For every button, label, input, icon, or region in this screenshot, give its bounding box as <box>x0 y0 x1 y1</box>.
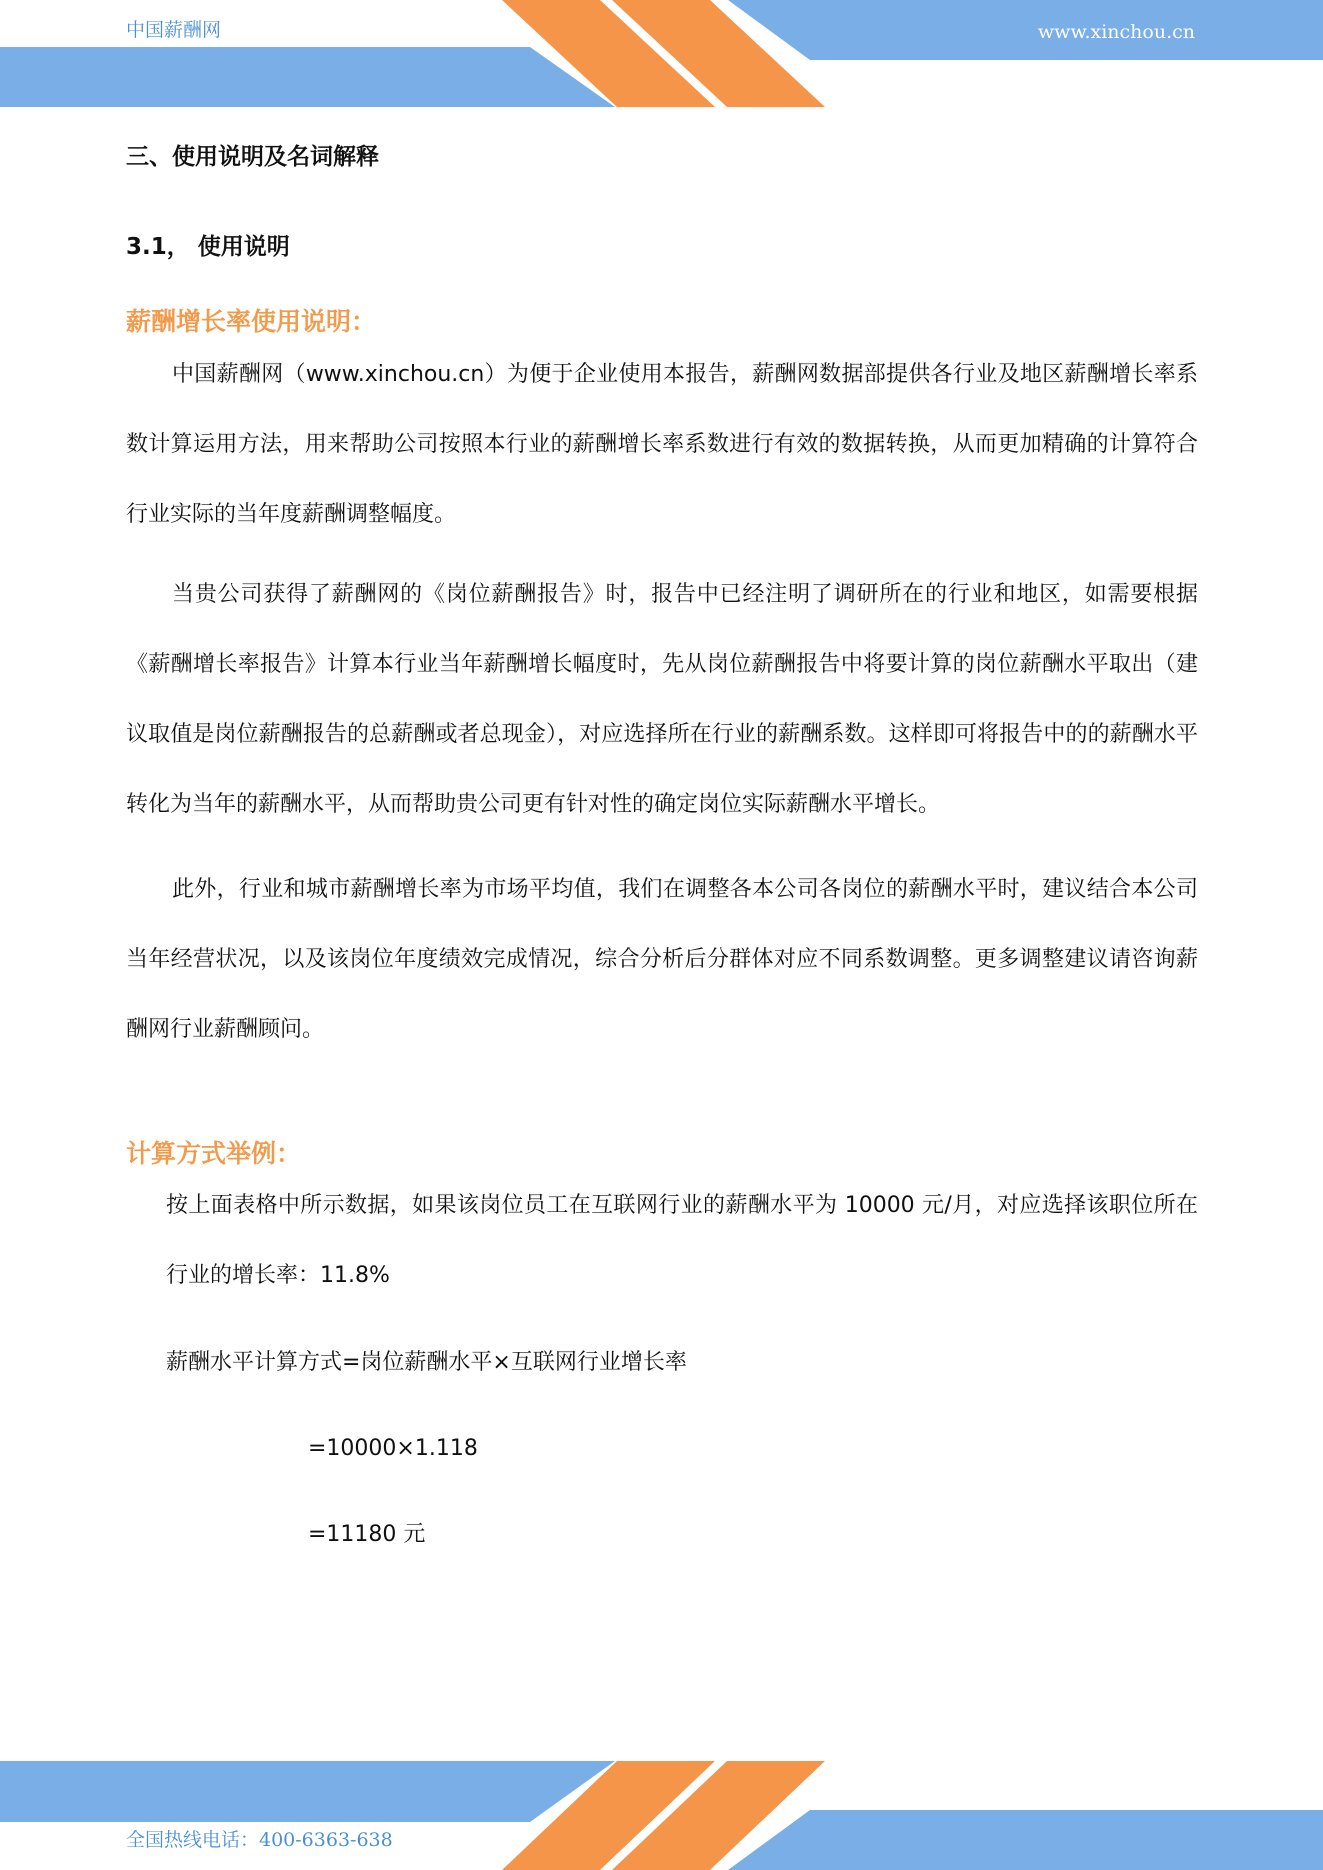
footer-banner <box>0 1760 1323 1870</box>
footer-graphic <box>0 1760 1323 1870</box>
paragraph-intro: 中国薪酬网（www.xinchou.cn）为便于企业使用本报告，薪酬网数据部提供各行业及地区薪酬增长率系数计算运用方法，用来帮助公司按照本行业的薪酬增长率系数进行有效的数据转换，从而更加精确的计算符合行业实际的当年度薪酬调整幅度。 <box>126 362 1198 527</box>
footer-blue-band-left <box>0 1761 615 1822</box>
hotline-text: 全国热线电话：400-6363-638 <box>126 1829 393 1851</box>
paragraph-advice: 此外，行业和城市薪酬增长率为市场平均值，我们在调整各本公司各岗位的薪酬水平时，建议结合本公司当年经营状况，以及该岗位年度绩效完成情况，综合分析后分群体对应不同系数调整。更多调整建议请咨询薪酬网行业薪酬顾问。 <box>126 877 1198 1042</box>
example-text: 按上面表格中所示数据，如果该岗位员工在互联网行业的薪酬水平为 10000 元/月，对应选择该职位所在行业的增长率：11.8% <box>166 1193 1198 1288</box>
growth-rate-heading: 薪酬增长率使用说明： <box>126 307 377 336</box>
site-url[interactable]: www.xinchou.cn <box>1037 21 1195 43</box>
formula-step-2: =11180 元 <box>308 1522 426 1547</box>
paragraph-usage: 当贵公司获得了薪酬网的《岗位薪酬报告》时，报告中已经注明了调研所在的行业和地区，如需要根据《薪酬增长率报告》计算本行业当年薪酬增长幅度时，先从岗位薪酬报告中将要计算的岗位薪酬水平取出（建议取值是岗位薪酬报告的总薪酬或者总现金），对应选择所在行业的薪酬系数。这样即可将报告中的的薪酬水平转化为当年的薪酬水平，从而帮助贵公司更有针对性的确定岗位实际薪酬水平增长。 <box>126 582 1198 817</box>
header-banner <box>0 0 1323 110</box>
formula-step-1: =10000×1.118 <box>308 1436 478 1461</box>
example-heading: 计算方式举例： <box>126 1139 302 1168</box>
header-graphic <box>0 0 1323 110</box>
header-blue-band-right <box>728 0 1323 60</box>
footer-blue-band-right <box>728 1810 1323 1870</box>
section-title: 三、使用说明及名词解释 <box>126 144 379 170</box>
formula-definition: 薪酬水平计算方式=岗位薪酬水平×互联网行业增长率 <box>166 1350 687 1375</box>
subsection-title: 3.1， 使用说明 <box>126 234 290 260</box>
header-blue-band-left <box>0 47 615 107</box>
site-name: 中国薪酬网 <box>126 19 222 41</box>
